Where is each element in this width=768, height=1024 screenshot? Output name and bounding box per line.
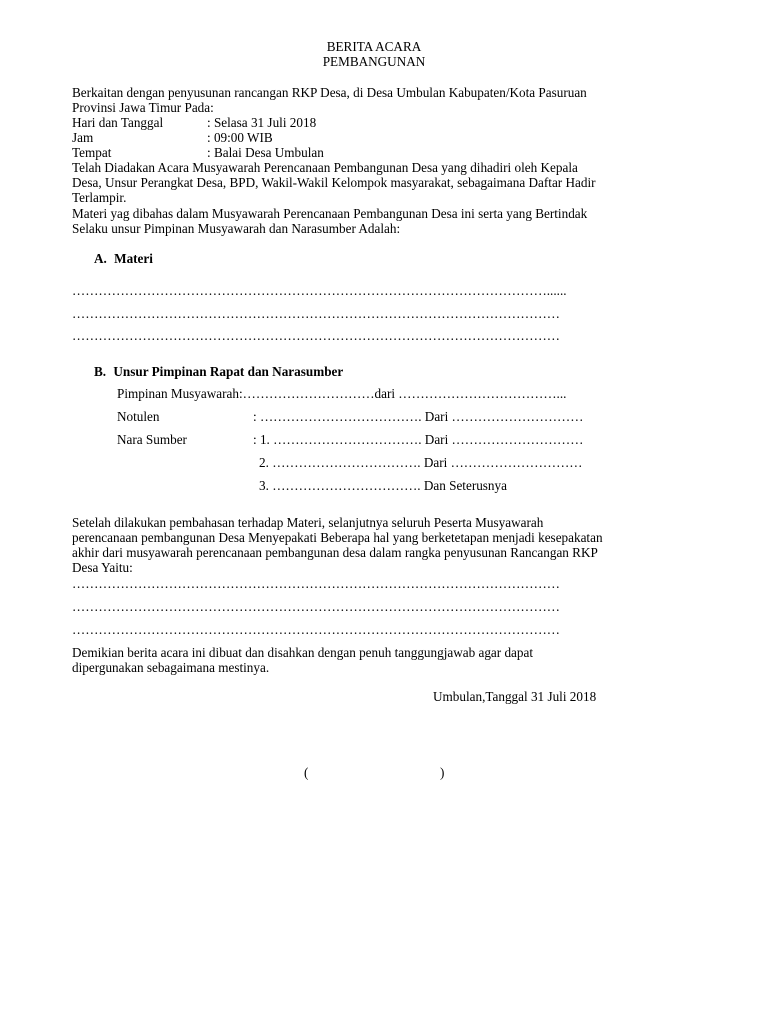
place-date: Umbulan,Tanggal 31 Juli 2018 xyxy=(433,689,597,704)
intro-text: Berkaitan dengan penyusunan rancangan RKP Desa, di Desa Umbulan Kabupaten/Kota Pasuruan xyxy=(72,85,587,100)
result-dotted-line: ………………………………………………………………………………………………… xyxy=(72,622,560,637)
detail-value-date: : Selasa 31 Juli 2018 xyxy=(207,115,317,130)
signature-open-paren: ( xyxy=(304,765,309,780)
nara-sumber-3: 3. ……………………………. Dan Seterusnya xyxy=(259,478,507,493)
result-dotted-line: ………………………………………………………………………………………………… xyxy=(72,576,560,591)
nara-sumber-2: 2. ……………………………. Dari ………………………… xyxy=(259,455,583,470)
detail-label-date: Hari dan Tanggal xyxy=(72,115,164,130)
material-dotted-line: ………………………………………………………………………………………………...... xyxy=(72,283,567,298)
result-dotted-line: ………………………………………………………………………………………………… xyxy=(72,599,560,614)
paragraph-attendance: Terlampir. xyxy=(72,190,127,205)
material-dotted-line: ………………………………………………………………………………………………… xyxy=(72,328,560,343)
section-a-letter: A. xyxy=(94,251,107,266)
nara-sumber-label: Nara Sumber xyxy=(117,432,187,447)
paragraph-agreement: Setelah dilakukan pembahasan terhadap Materi, selanjutnya seluruh Peserta Musyawarah xyxy=(72,515,544,530)
paragraph-material: Materi yag dibahas dalam Musyawarah Perencanaan Pembangunan Desa ini serta yang Bertindak xyxy=(72,206,588,221)
section-b-title: Unsur Pimpinan Rapat dan Narasumber xyxy=(113,364,344,379)
material-dotted-line: ………………………………………………………………………………………………… xyxy=(72,306,560,321)
paragraph-attendance: Telah Diadakan Acara Musyawarah Perencanaan Pembangunan Desa yang dihadiri oleh Kepala xyxy=(72,160,578,175)
paragraph-agreement: Desa Yaitu: xyxy=(72,560,133,575)
intro-text: Provinsi Jawa Timur Pada: xyxy=(72,100,214,115)
section-a-title: Materi xyxy=(114,251,153,266)
document-subtitle: PEMBANGUNAN xyxy=(322,54,426,69)
paragraph-agreement: perencanaan pembangunan Desa Menyepakati Beberapa hal yang berketetapan menjadi kesepakatan xyxy=(72,530,603,545)
detail-label-time: Jam xyxy=(72,130,94,145)
detail-value-place: : Balai Desa Umbulan xyxy=(207,145,324,160)
notulen-label: Notulen xyxy=(117,409,160,424)
paragraph-attendance: Desa, Unsur Perangkat Desa, BPD, Wakil-Wakil Kelompok masyarakat, sebagaimana Daftar Hadir xyxy=(72,175,596,190)
paragraph-agreement: akhir dari musyawarah perencanaan pembangunan desa dalam rangka penyusunan Rancangan RKP xyxy=(72,545,598,560)
section-b-letter: B. xyxy=(94,364,107,379)
signature-close-paren: ) xyxy=(440,765,445,780)
section-b-heading xyxy=(94,364,343,379)
detail-value-time: : 09:00 WIB xyxy=(207,130,273,145)
closing-text: Demikian berita acara ini dibuat dan disahkan dengan penuh tanggungjawab agar dapat xyxy=(72,645,534,660)
section-a-heading xyxy=(94,251,153,266)
document-title: BERITA ACARA xyxy=(326,39,422,54)
closing-text: dipergunakan sebagaimana mestinya. xyxy=(72,660,270,675)
notulen-value: : ………………………………. Dari ………………………… xyxy=(253,409,584,424)
detail-label-place: Tempat xyxy=(72,145,112,160)
nara-sumber-1: : 1. ……………………………. Dari ………………………… xyxy=(253,432,584,447)
paragraph-material: Selaku unsur Pimpinan Musyawarah dan Narasumber Adalah: xyxy=(72,221,401,236)
pimpinan-line: Pimpinan Musyawarah:…………………………dari ………………………………... xyxy=(117,386,567,401)
